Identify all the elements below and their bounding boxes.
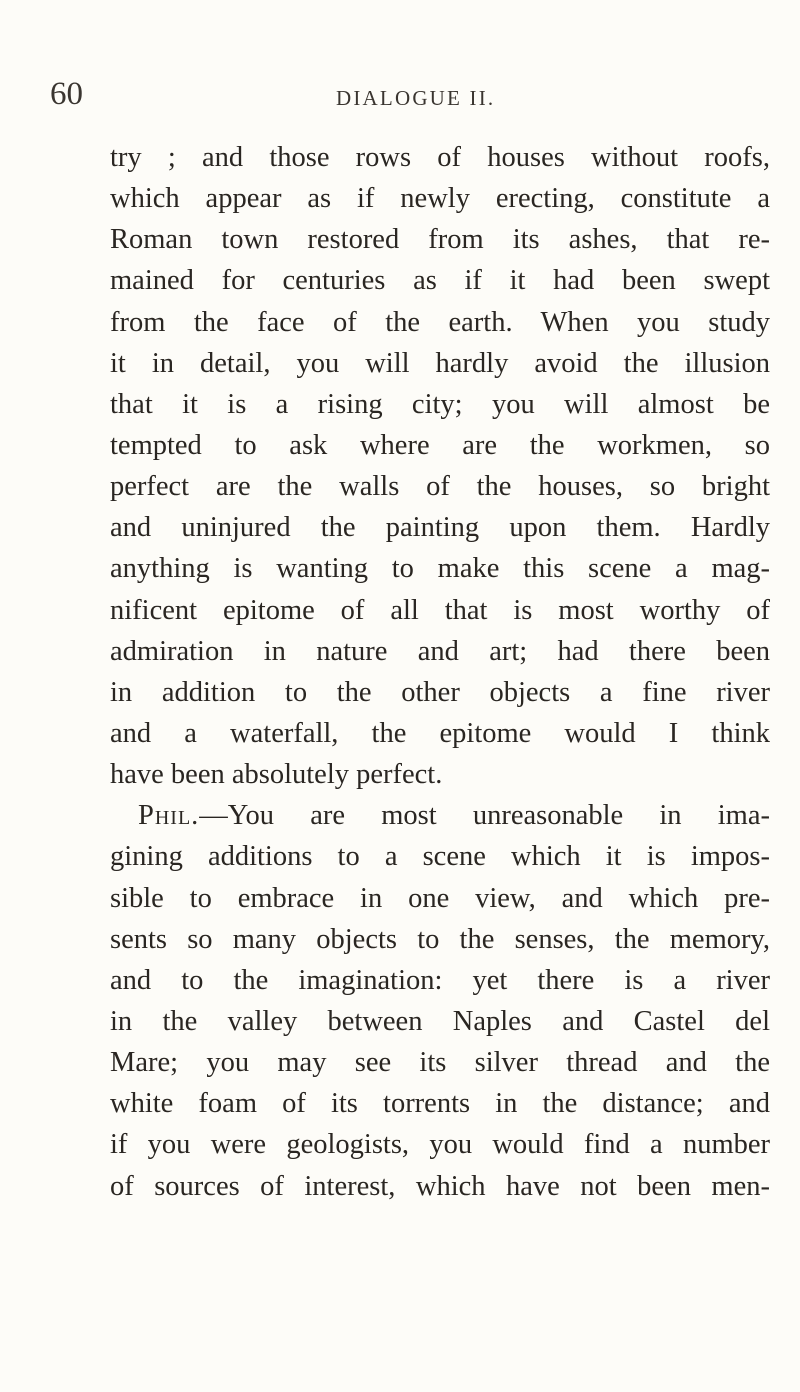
text-line: in the valley between Naples and Castel del <box>110 1005 770 1037</box>
page-number: 60 <box>50 76 83 112</box>
text-line: anything is wanting to make this scene a mag- <box>110 553 770 585</box>
text-line: it in detail, you will hardly avoid the illusion <box>110 347 770 379</box>
text-line: and uninjured the painting upon them. Hardly <box>110 512 770 544</box>
text-line: tempted to ask where are the workmen, so <box>110 429 770 461</box>
text-line: of sources of interest, which have not been men- <box>110 1170 770 1202</box>
text-line: admiration in nature and art; had there been <box>110 635 770 667</box>
speaker-name: Phil. <box>138 800 200 832</box>
text-line: perfect are the walls of the houses, so bright <box>110 471 770 503</box>
running-head: DIALOGUE II. <box>336 86 496 110</box>
text-line: in addition to the other objects a fine river <box>110 676 770 708</box>
text-line: which appear as if newly erecting, constitute a <box>110 183 770 215</box>
text-line: and to the imagination: yet there is a river <box>110 964 770 996</box>
text-line: white foam of its torrents in the distance; and <box>110 1088 770 1120</box>
body-text <box>110 137 770 1207</box>
text-line: gining additions to a scene which it is impos- <box>110 841 770 873</box>
text-line: try ; and those rows of houses without roofs, <box>110 142 770 173</box>
text-line: Mare; you may see its silver thread and the <box>110 1047 770 1079</box>
text-line: sents so many objects to the senses, the memory, <box>110 923 770 955</box>
speaker-line <box>110 795 770 836</box>
paragraph-end-line: have been absolutely perfect. <box>110 759 443 791</box>
text-line: that it is a rising city; you will almost be <box>110 388 770 420</box>
text-line: Roman town restored from its ashes, that re- <box>110 224 770 256</box>
text-line: mained for centuries as if it had been swept <box>110 265 770 297</box>
text-line: nificent epitome of all that is most worthy of <box>110 594 770 626</box>
text-line: sible to embrace in one view, and which pre- <box>110 882 770 914</box>
text-line: from the face of the earth. When you study <box>110 306 770 338</box>
text-line: if you were geologists, you would find a number <box>110 1129 770 1161</box>
speaker-line-text: —You are most unreasonable in ima- <box>199 800 770 832</box>
text-line: and a waterfall, the epitome would I think <box>110 717 770 749</box>
